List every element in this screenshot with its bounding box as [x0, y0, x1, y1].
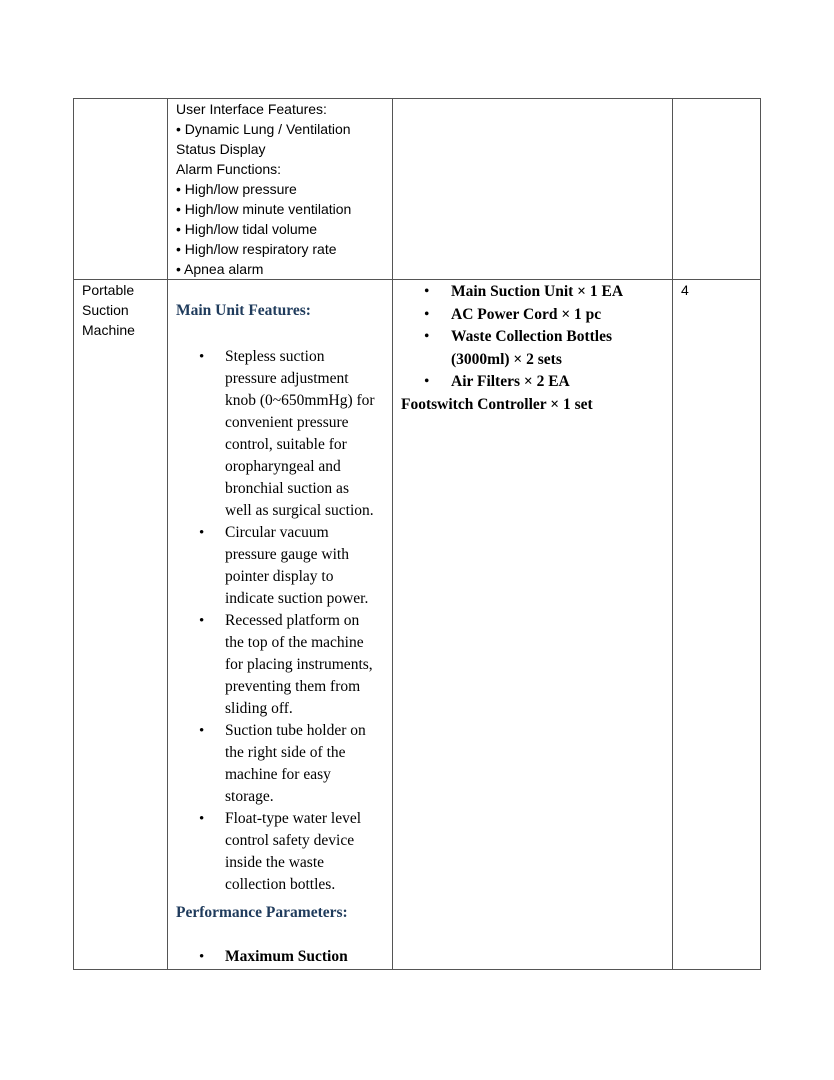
- package-item-plain: Footswitch Controller × 1 set: [401, 395, 593, 413]
- performance-item: [168, 946, 392, 968]
- bullet-dot: •: [424, 328, 430, 346]
- package-line: Main Suction Unit × 1 EA: [451, 283, 624, 300]
- table-border-right: [760, 98, 761, 970]
- feature-line: Stepless suction: [225, 348, 325, 365]
- package-item: [393, 281, 671, 304]
- spec-line: • High/low pressure: [176, 181, 297, 197]
- feature-line: bronchial suction as: [225, 480, 349, 497]
- feature-line: the right side of the: [225, 744, 346, 761]
- feature-line: well as surgical suction.: [225, 502, 374, 519]
- quantity-number-cell: 4: [681, 282, 689, 298]
- bullet-dot: •: [199, 349, 205, 365]
- performance-line: Maximum Suction: [225, 948, 348, 965]
- bullet-dot: •: [199, 525, 205, 541]
- item-name-line: Suction: [82, 302, 129, 318]
- package-item: [393, 371, 671, 394]
- feature-line: preventing them from: [225, 678, 361, 695]
- spec-line: • Apnea alarm: [176, 261, 264, 277]
- bullet-dot: •: [199, 811, 205, 827]
- bullet-dot: •: [424, 373, 430, 391]
- package-contents-cell: [393, 280, 671, 417]
- item-name-cell: [82, 280, 164, 340]
- feature-line: Recessed platform on: [225, 612, 360, 629]
- feature-line: for placing instruments,: [225, 656, 373, 673]
- feature-line: the top of the machine: [225, 634, 364, 651]
- bullet-dot: •: [424, 305, 430, 323]
- package-line: Air Filters × 2 EA: [451, 373, 570, 391]
- bullet-dot: •: [199, 949, 205, 965]
- feature-list: [168, 346, 392, 896]
- feature-line: knob (0~650mmHg) for: [225, 392, 375, 409]
- bullet-dot: •: [199, 613, 205, 629]
- feature-line: control safety device: [225, 832, 355, 849]
- table-border-left: [73, 98, 74, 970]
- feature-item: [168, 610, 392, 720]
- performance-parameters-heading: Performance Parameters:: [176, 904, 348, 921]
- package-line: (3000ml) × 2 sets: [451, 350, 562, 368]
- package-line: AC Power Cord × 1 pc: [451, 305, 602, 323]
- spec-line: • High/low tidal volume: [176, 221, 318, 237]
- feature-line: convenient pressure: [225, 414, 349, 431]
- spec-line: User Interface Features:: [176, 101, 327, 117]
- table-col-divider-2: [392, 98, 393, 970]
- ventilator-spec-cell: [176, 99, 390, 279]
- performance-list: [168, 946, 392, 968]
- bullet-dot: •: [199, 723, 205, 739]
- feature-line: pointer display to: [225, 568, 334, 585]
- spec-line: • Dynamic Lung / Ventilation: [176, 121, 351, 137]
- table-border-bottom: [73, 969, 761, 970]
- package-item: [393, 326, 671, 371]
- feature-line: Circular vacuum: [225, 524, 329, 541]
- feature-item: [168, 808, 392, 896]
- spec-line: • High/low respiratory rate: [176, 241, 337, 257]
- feature-line: inside the waste: [225, 854, 325, 871]
- spec-line: • High/low minute ventilation: [176, 201, 352, 217]
- feature-item: [168, 720, 392, 808]
- feature-line: collection bottles.: [225, 876, 336, 893]
- feature-line: Float-type water level: [225, 810, 362, 827]
- feature-item: [168, 522, 392, 610]
- package-line: Waste Collection Bottles: [451, 328, 613, 346]
- main-unit-features-heading: Main Unit Features:: [176, 302, 311, 319]
- feature-line: control, suitable for: [225, 436, 347, 453]
- feature-line: oropharyngeal and: [225, 458, 341, 475]
- feature-line: indicate suction power.: [225, 590, 369, 607]
- package-item: [393, 304, 671, 327]
- item-name-line: Machine: [82, 322, 135, 338]
- spec-line: Alarm Functions:: [176, 161, 282, 177]
- feature-line: machine for easy: [225, 766, 331, 783]
- feature-line: storage.: [225, 788, 274, 805]
- spec-line: Status Display: [176, 141, 266, 157]
- feature-line: Suction tube holder on: [225, 722, 366, 739]
- bullet-dot: •: [424, 283, 430, 300]
- feature-line: sliding off.: [225, 700, 293, 717]
- feature-item: [168, 346, 392, 522]
- feature-line: pressure gauge with: [225, 546, 349, 563]
- table-col-divider-3: [672, 98, 673, 970]
- feature-line: pressure adjustment: [225, 370, 349, 387]
- item-name-line: Portable: [82, 282, 135, 298]
